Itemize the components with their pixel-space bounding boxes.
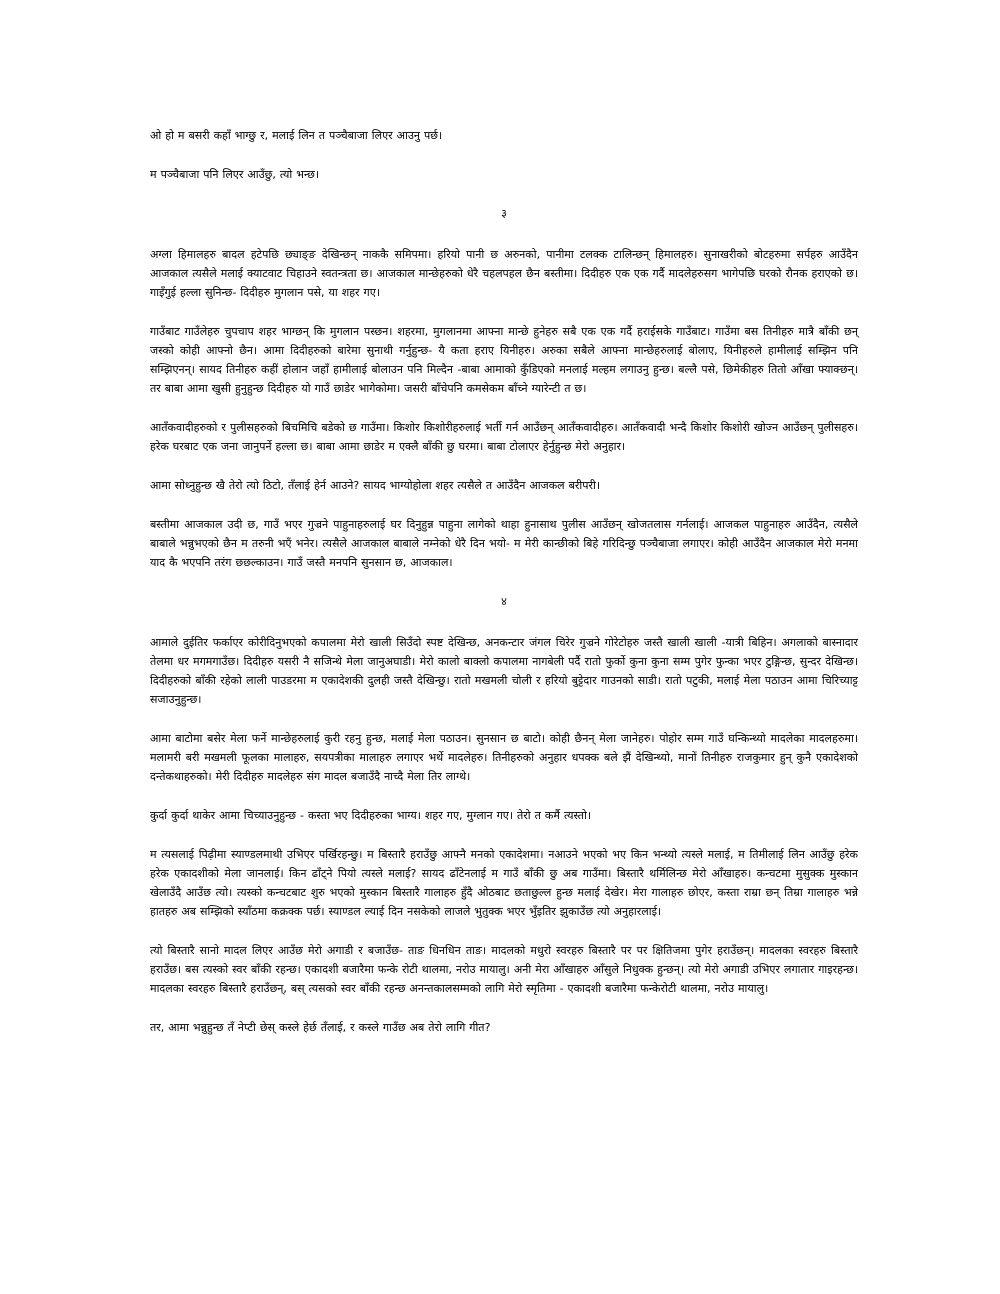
paragraph: आमा बाटोमा बसेर मेला फर्ने मान्छेहरुलाई कुरी रहनु हुन्छ, मलाई मेला पठाउन। सुनसान छ बाटो। कोही छैनन् मेला जानेहरु। पोहोर सम्म गाउँ घन्किन्थ्यो मादलेका मादलहरुमा। मलामरी बरी मखमली फूलका मालाहरु, सयपत्रीका मालाहरु लगाएर भर्थे मादलेहरु। तिनीहरुको अनुहार धपक्क बले झैं देखिन्थ्यो, मानों तिनीहरु राजकुमार हुन् कुनै एकादेशको दन्तेकथाहरुको। मेरी दिदीहरु मादलेहरु संग मादल बजाउँदै नाच्दै मेला तिर लाग्थे।	[150, 732, 858, 783]
paragraph: कुर्दा कुर्दा थाकेर आमा चिच्याउनुहुन्छ - कस्ता भए दिदीहरुका भाग्य। शहर गए, मुग्लान गए। तेरो त कर्मै त्यस्तो।	[150, 809, 592, 822]
section-number: ३	[501, 207, 507, 220]
section-number: ४	[501, 595, 507, 608]
paragraph: आतँकवादीहरुको र पुलीसहरुको बिचमिचि बडेको छ गाउँमा। किशोर किशोरीहरुलाई भर्ती गर्न आउँछन् आतँकवादीहरु। आतँकवादी भन्दै किशोर किशोरी खोज्न आउँछन् पुलीसहरु। हरेक घरबाट एक जना जानुपर्ने हल्ला छ। बाबा आमा छाडेर म एक्लै बाँकी छु घरमा। बाबा टोलाएर हेर्नुहुन्छ मेरो अनुहार।	[150, 421, 858, 453]
document-body	[150, 126, 858, 1057]
paragraph: म पञ्चैबाजा पनि लिएर आउँछु, त्यो भन्छ।	[150, 168, 320, 181]
paragraph: त्यो बिस्तारै सानो मादल लिएर आउँछ मेरो अगाडी र बजाउँछ- ताङ धिनधिन ताङ। मादलको मधुरो स्वरहरु बिस्तारै पर पर क्षितिजमा पुगेर हराउँछन्। मादलका स्वरहरु बिस्तारै हराउँछ। बस त्यस्को स्वर बाँकी रहन्छ। एकादशी बजारैमा फन्के रोटी थालमा, नरोउ मायालु। अनी मेरा आँखाहरु आँसुले निधुक्क हुन्छन्। त्यो मेरो अगाडी उभिएर लगातार गाइरहन्छ। मादलका स्वरहरु बिस्तारै हराउँछन्, बस् त्यसको स्वर बाँकी रहन्छ अनन्तकालसम्मको लागि मेरो स्मृतिमा - एकादशी बजारैमा फन्केरोटी थालमा, नरोउ मायालु।	[150, 944, 858, 995]
paragraph: बस्तीमा आजकाल उदी छ, गाउँ भएर गुज्रने पाहुनाहरुलाई घर दिनुहुन्न पाहुना लागेको थाहा हुनासाथ पुलीस आउँछन् खोजतलास गर्नलाई। आजकल पाहुनाहरु आउँदैन, त्यसैले बाबाले भन्नुभएको छैन म तरुनी भएँ भनेर। त्यसैले आजकाल बाबाले नम्नेको धेरै दिन भयो- म मेरी कान्छीको बिहे गरिदिन्छु पञ्चैबाजा लगाएर। कोही आउँदैन आजकाल मेरो मनमा याद कै भएपनि तरंग छछल्काउन। गाउँ जस्तै मनपनि सुनसान छ, आजकाल।	[150, 518, 858, 569]
paragraph: गाउँबाट गाउँलेहरु चुपचाप शहर भाग्छन् कि मुगलान पस्छन। शहरमा, मुगलानमा आफ्ना मान्छे हुनेहरु सबै एक एक गर्दै हराईसके गाउँबाट। गाउँमा बस तिनीहरु मात्रै बाँकी छन् जस्को कोही आफ्नो छैन। आमा दिदीहरुको बारेमा सुनाथी गर्नुहुन्छ- यै कता हराए यिनीहरु। अरुका सबैले आफ्ना मान्छेहरुलाई बोलाए, यिनीहरुले हामीलाई सम्झिन पनि सम्झिएनन्। सायद तिनीहरु कहीं होलान जहाँ हामीलाई बोलाउन पनि मिल्दैन -बाबा आमाको कुँडिएको मनलाई मल्हम लगाउनु हुन्छ। बल्लै पसे, छिमेकीहरु तितो आँखा फ्याक्छन्। तर बाबा आमा खुसी हुनुहुन्छ दिदीहरु यो गाउँ छाडेर भागेकोमा। जसरी बाँचेपनि कमसेकम बाँच्ने ग्यारेन्टी त छ।	[150, 325, 858, 395]
paragraph: अग्ला हिमालहरु बादल हटेपछि छ्याङ्ङ देखिन्छन् नाककै समिपमा। हरियो पानी छ अरुनको, पानीमा टलक्क टालिन्छन् हिमालहरु। सुनाखरीको बोटहरुमा सर्पहरु आउँदैन आजकाल त्यसैले मलाई क्याटवाट चिहाउने स्वतन्त्रता छ। आजकाल मान्छेहरुको धेरै चहलपहल छैन बस्तीमा। दिदीहरु एक एक गर्दै मादलेहरुसग भागेपछि घरको रौनक हराएको छ। गाइँगुई हल्ला सुनिन्छ- दिदीहरु मुगलान पसे, या शहर गए।	[150, 248, 858, 299]
paragraph: तर, आमा भन्नुहुन्छ तँ नेप्टी छेस् कस्ले हेर्छ तँलाई, र कस्ले गाउँछ अब तेरो लागि गीत?	[150, 1021, 491, 1034]
paragraph: आमाले दुईतिर फर्काएर कोरीदिनुभएको कपालमा मेरो खाली सिउँदो स्पष्ट देखिन्छ, अनकन्टार जंगल चिरेर गुज्रने गोरेटोहरु जस्तै खाली खाली -यात्री बिहिन। अगलाको बास्नादार तेलमा धर मगमगाउँछ। दिदीहरु यसरी नै सजिन्थे मेला जानुअघाडी। मेरो कालो बाक्लो कपालमा नागबेली पर्दै रातो फुर्को कुना कुना सम्म पुगेर फुन्का भएर टुङ्गिन्छ, सुन्दर देखिन्छ। दिदीहरुको बाँकी रहेको लाली पाउडरमा म एकादेशकी दुलही जस्तै देखिन्छु। रातो मखमली चोली र हरियो बुट्टेदार गाउनको साडी। रातो पटुकी, मलाई मेला पठाउन आमा चिरिच्याट्ट सजाउनुहुन्छ।	[150, 636, 858, 706]
paragraph: ओ हो म बसरी कहाँ भाग्छु र, मलाई लिन त पञ्चैबाजा लिएर आउनु पर्छ।	[150, 129, 443, 142]
paragraph: म त्यसलाई पिढ़ीमा स्याण्डलमाथी उभिएर पर्खिरहन्छु। म बिस्तारै हराउँछु आफ्नै मनको एकादेशमा। नआउने भएको भए किन भन्थ्यो त्यस्ले मलाई, म तिमीलाई लिन आउँछु हरेक हरेक एकादशीको मेला जानलाई। किन ढाँट्ने पियो त्यस्ले मलाई? सायद ढाँटेनलाई म गाउँ बाँकी छु अब गाउँमा। बिस्तारै थर्मिलिन्छ मेरो आँखाहरु। कन्चटमा मुसुक्क मुस्कान खेलाउँदै आउँछ त्यो। त्यस्को कन्चटबाट शुरु भएको मुस्कान बिस्तारै गालाहरु हुँदै ओठबाट छताछुल्ल हुन्छ मलाई देखेर। मेरा गालाहरु छोएर, कस्ता राम्रा छन् तिम्रा गालाहरु भन्ने हातहरु अब सम्झिको स्याँठमा कक्रक्क पर्छ। स्याण्डल ल्याई दिन नसकेको लाजले भुतुक्क भएर भुँइतिर झुकाउँछ त्यो अनुहारलाई।	[150, 848, 858, 918]
paragraph: आमा सोध्नुहुन्छ खै तेरो त्यो ठिटो, तँलाई हेर्न आउने? सायद भाग्योहोला शहर त्यसैले त आउँदैन आजकल बरीपरी।	[150, 479, 601, 492]
